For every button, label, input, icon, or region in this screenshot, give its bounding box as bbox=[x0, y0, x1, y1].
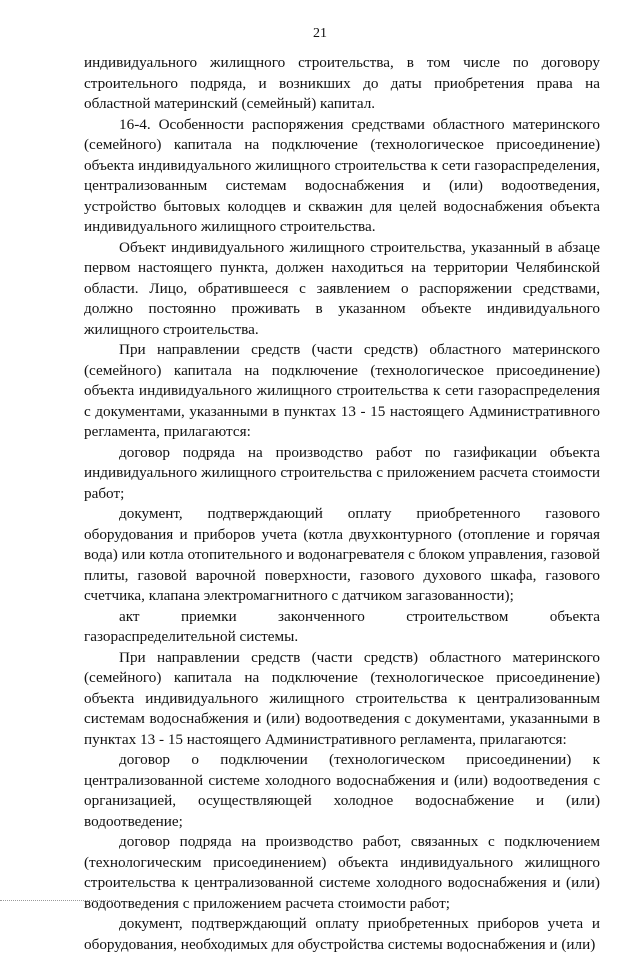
paragraph: При направлении средств (части средств) областного материнского (семейного) капитала на подключение (технологическое присоединение) объекта индивидуального жилищного строительства к сети газораспределения с документами, указанными в пунктах 13 - 15 настоящего Административного регламента, прилагаются: bbox=[84, 341, 600, 440]
paragraph: документ, подтверждающий оплату приобретенного газового оборудования и приборов учета (котла двухконтурного (отопление и горячая вода) или котла отопительного и водонагревателя с блоком управления, газовой плиты, газовой варочной поверхности, газового духового шкафа, газового счетчика, клапана электромагнитного с датчиком загазованности); bbox=[84, 505, 600, 604]
scan-edge-divider bbox=[0, 900, 118, 901]
paragraph: договор о подключении (технологическом присоединении) к централизованной системе холодного водоснабжения и (или) водоотведения с организацией, осуществляющей холодное водоснабжение и (или) водоотведение; bbox=[84, 751, 600, 830]
paragraph: Объект индивидуального жилищного строительства, указанный в абзаце первом настоящего пункта, должен находиться на территории Челябинской области. Лицо, обратившееся с заявлением о распоряжении средствами, должно постоянно проживать в указанном объекте индивидуального жилищного строительства. bbox=[84, 238, 600, 338]
paragraph: документ, подтверждающий оплату приобретенных приборов учета и оборудования, необходимых для обустройства системы водоснабжения и (или) bbox=[84, 915, 600, 953]
paragraph: договор подряда на производство работ по газификации объекта индивидуального жилищного строительства с приложением расчета стоимости работ; bbox=[84, 443, 600, 502]
paragraph: индивидуального жилищного строительства, в том числе по договору строительного подряда, и возникших до даты приобретения права на областной материнский (семейный) капитал. bbox=[84, 54, 600, 112]
paragraph: При направлении средств (части средств) областного материнского (семейного) капитала на подключение (технологическое присоединение) объекта индивидуального жилищного строительства к централизованным системам водоснабжения и (или) водоотведения с документами, указанными в пунктах 13 - 15 настоящего Административного регламента, прилагаются: bbox=[84, 648, 600, 748]
paragraph: 16-4. Особенности распоряжения средствами областного материнского (семейного) капитала на подключение (технологическое присоединение) объекта индивидуального жилищного строительства к сети газораспределения, централизованным системам водоснабжения и (или) водоотведения, устройство бытовых колодцев и скважин для целей водоснабжения объекта индивидуального жилищного строительства. bbox=[84, 115, 600, 235]
paragraph: акт приемки законченного строительством объекта газораспределительной системы. bbox=[84, 607, 600, 645]
paragraph: договор подряда на производство работ, связанных с подключением (технологическим присоединением) объекта индивидуального жилищного строительства к централизованной системе холодного водоснабжения и (или) водоотведения с приложением расчета стоимости работ; bbox=[84, 833, 600, 912]
document-body bbox=[84, 53, 600, 955]
page-number: 21 bbox=[313, 26, 327, 41]
